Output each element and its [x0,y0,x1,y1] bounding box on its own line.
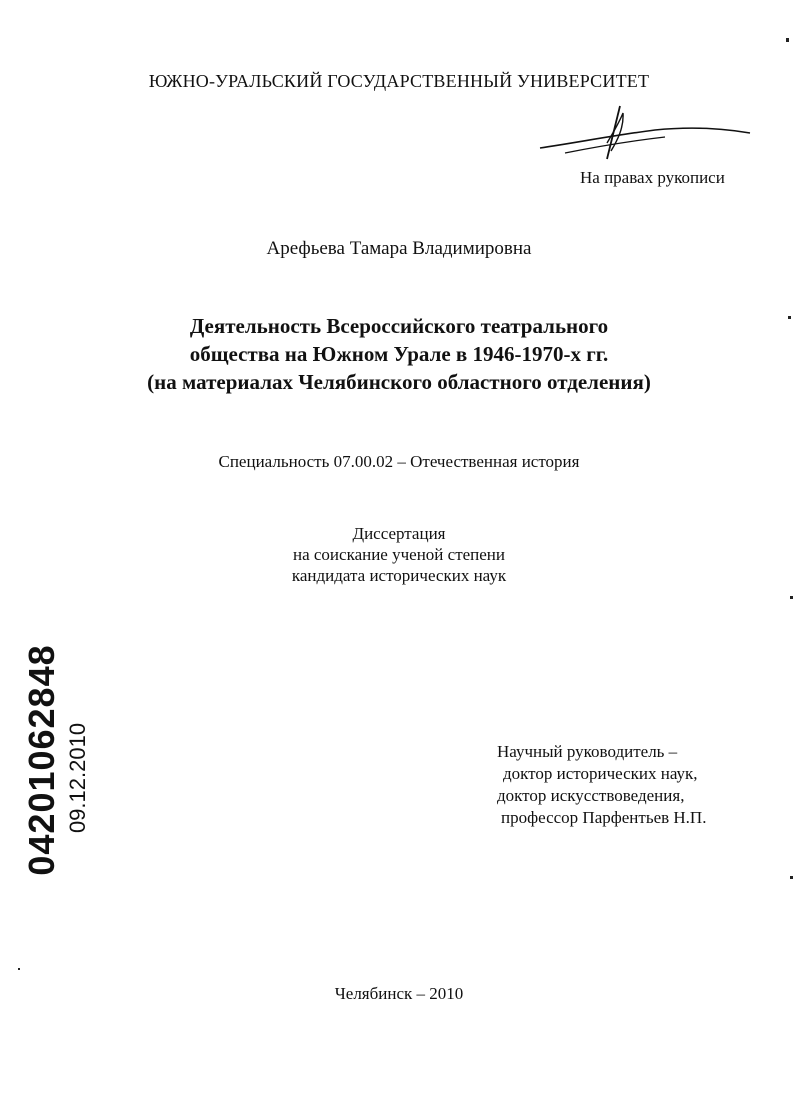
advisor-line: доктор исторических наук, [503,764,698,783]
specialty: Специальность 07.00.02 – Отечественная история [218,452,580,471]
title-line: Деятельность Всероссийского театрального [189,314,609,338]
degree-line: на соискание ученой степени [292,545,506,564]
city-year: Челябинск – 2010 [334,984,464,1003]
title-line: общества на Южном Урале в 1946-1970-х гг. [189,342,609,366]
scan-mark [790,876,793,879]
scientific-advisor [497,741,706,829]
advisor-line: доктор искусствоведения, [497,786,685,805]
dissertation-title [0,312,798,396]
advisor-line: Научный руководитель – [497,742,678,761]
signature [535,103,755,163]
degree-line: Диссертация [352,524,446,543]
library-stamp-code: 04201062848 [21,644,62,876]
author-name: Арефьева Тамара Владимировна [266,238,532,259]
scan-mark [18,968,20,970]
title-line: (на материалах Челябинского областного отделения) [147,370,651,394]
degree-line: кандидата исторических наук [291,566,507,585]
scan-mark [786,38,789,42]
scan-mark [790,596,793,599]
advisor-line: профессор Парфентьев Н.П. [501,808,707,827]
manuscript-note: На правах рукописи [580,168,725,187]
university-name: ЮЖНО-УРАЛЬСКИЙ ГОСУДАРСТВЕННЫЙ УНИВЕРСИТЕТ [148,71,650,91]
library-stamp-date: 09.12.2010 [65,722,90,834]
degree-statement [0,523,798,586]
scan-mark [788,316,791,319]
